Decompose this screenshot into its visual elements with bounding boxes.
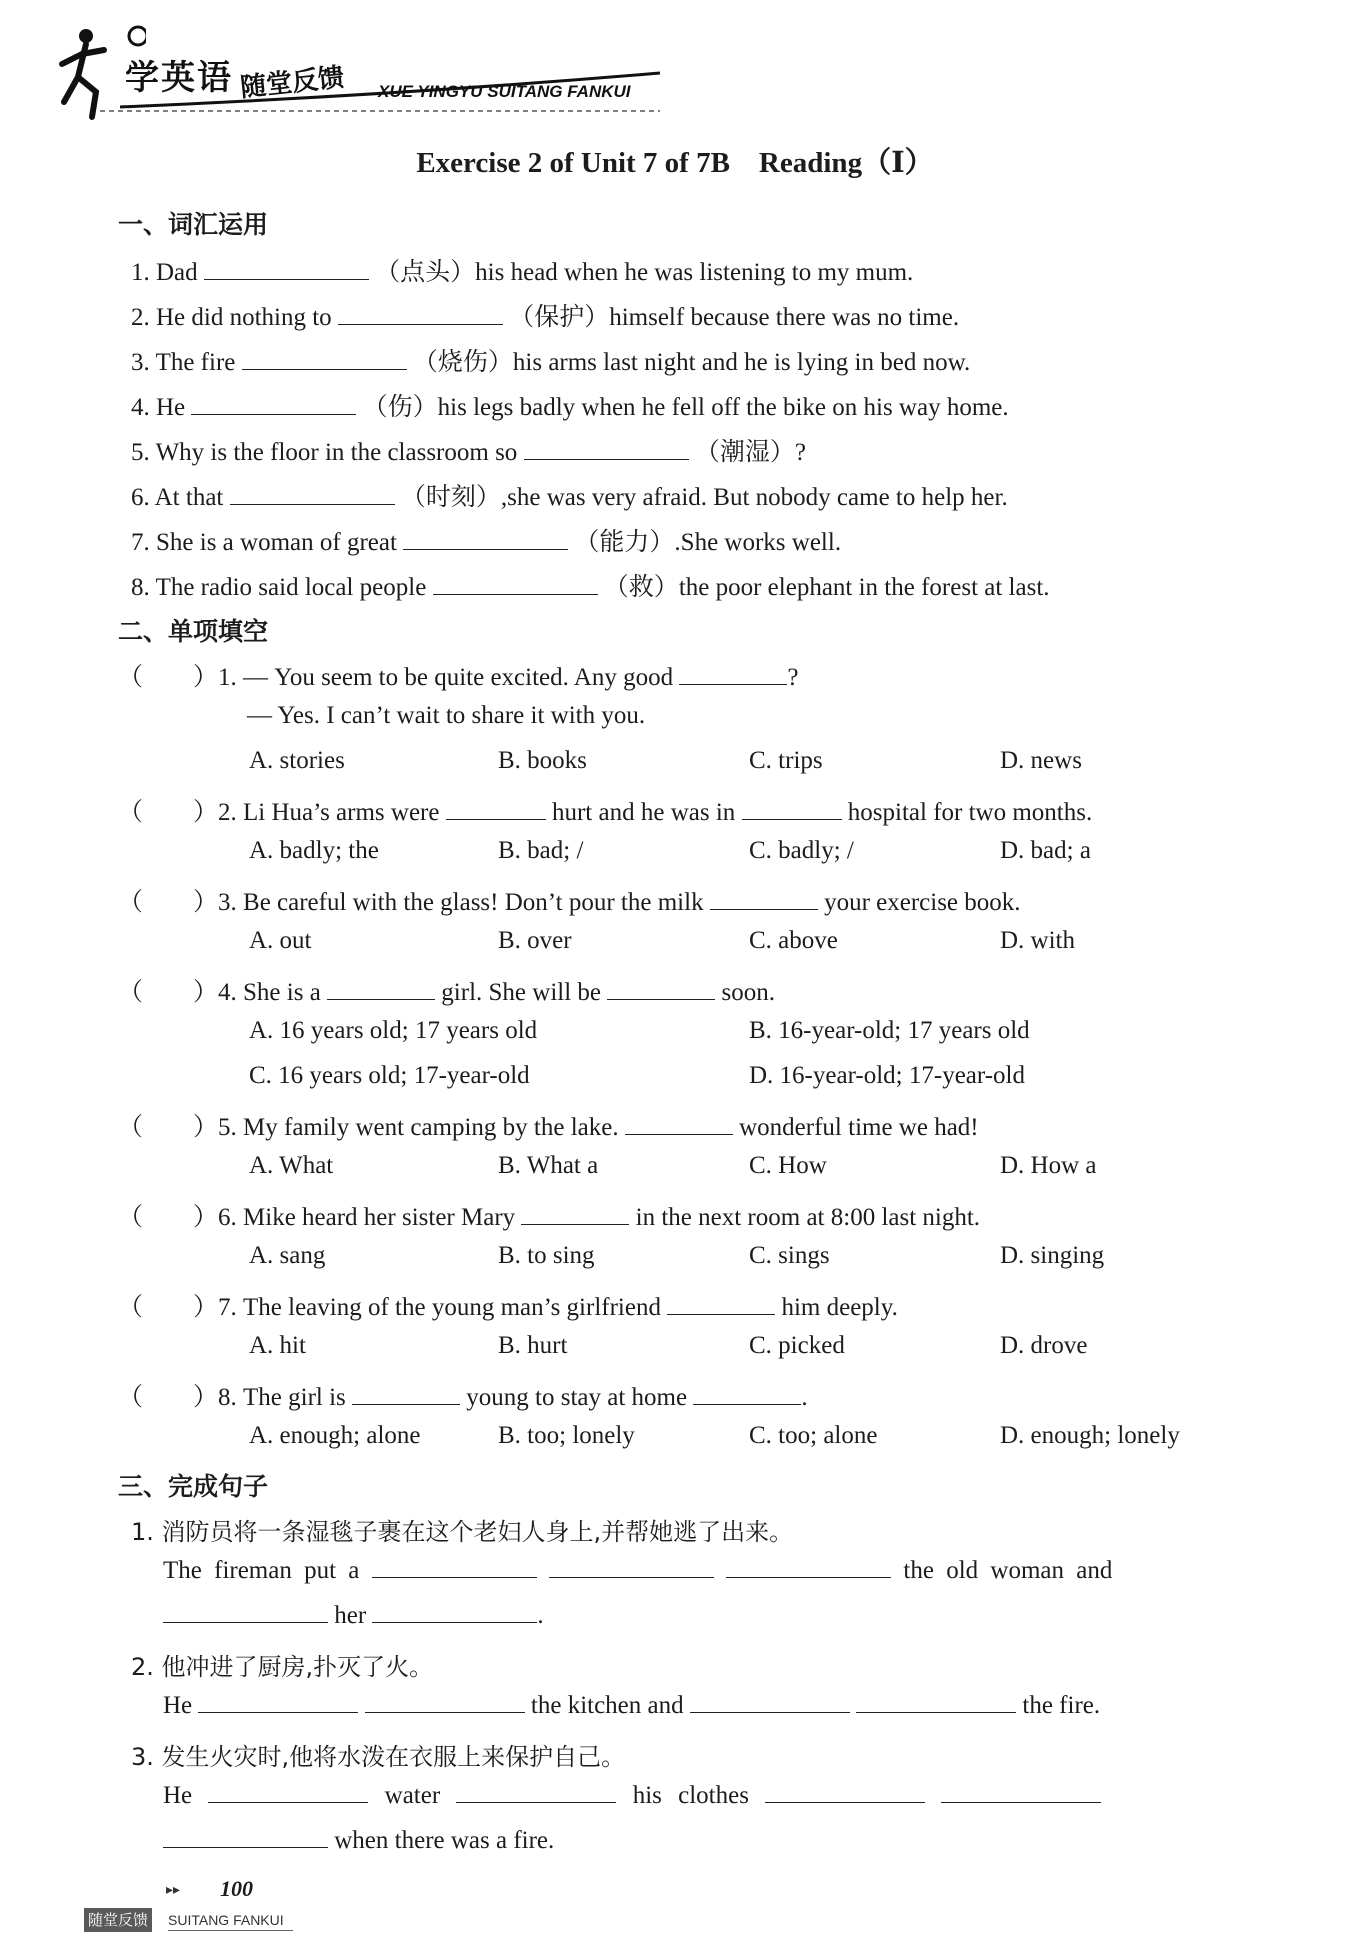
section3-heading: 三、完成句子 <box>118 1472 269 1501</box>
mcq-question-8: （ ）8. The girl is young to stay at home . <box>118 1384 808 1411</box>
mcq-question-5: （ ）5. My family went camping by the lake. wonderful time we had! <box>118 1114 979 1141</box>
option-c[interactable]: C. picked <box>749 1332 845 1359</box>
answer-blank[interactable] <box>726 1559 891 1578</box>
answer-blank[interactable] <box>446 801 546 820</box>
page-number: 100 <box>220 1876 253 1901</box>
vocab-item-3: 3. The fire （烧伤）his arms last night and he is lying in bed now. <box>131 349 971 376</box>
answer-blank[interactable] <box>693 1386 801 1405</box>
vocab-item-6: 6. At that （时刻）,she was very afraid. But nobody came to help her. <box>131 484 1008 511</box>
option-d[interactable]: D. drove <box>1000 1332 1088 1359</box>
answer-blank[interactable] <box>327 981 435 1000</box>
option-b[interactable]: B. bad; / <box>498 837 584 864</box>
option-c[interactable]: C. badly; / <box>749 837 854 864</box>
answer-blank[interactable] <box>433 576 598 595</box>
answer-paren[interactable]: （ ） <box>118 1384 219 1411</box>
answer-blank[interactable] <box>742 801 842 820</box>
answer-blank[interactable] <box>204 261 369 280</box>
sentence-1-en: The fireman put a the old woman and <box>163 1557 1113 1584</box>
answer-blank[interactable] <box>625 1116 733 1135</box>
answer-blank[interactable] <box>765 1784 925 1803</box>
mcq-question-3: （ ）3. Be careful with the glass! Don’t pour the milk your exercise book. <box>118 889 1021 916</box>
footer-arrows: ▸▸ <box>166 1883 181 1898</box>
option-d[interactable]: D. news <box>1000 747 1082 774</box>
answer-blank[interactable] <box>403 531 568 550</box>
option-b[interactable]: B. hurt <box>498 1332 568 1359</box>
vocab-item-1: 1. Dad （点头）his head when he was listening to my mum. <box>131 259 914 286</box>
sentence-3-en-line2: when there was a fire. <box>163 1827 554 1855</box>
option-b[interactable]: B. What a <box>498 1152 599 1179</box>
answer-blank[interactable] <box>191 396 356 415</box>
option-a[interactable]: A. hit <box>249 1332 306 1359</box>
sentence-2-cn: 2. 他冲进了厨房,扑灭了火。 <box>131 1653 434 1681</box>
answer-blank[interactable] <box>941 1784 1101 1803</box>
answer-paren[interactable]: （ ） <box>118 1204 219 1231</box>
answer-blank[interactable] <box>242 351 407 370</box>
answer-paren[interactable]: （ ） <box>118 889 219 916</box>
answer-blank[interactable] <box>372 1559 537 1578</box>
option-c[interactable]: C. trips <box>749 747 823 774</box>
option-a[interactable]: A. enough; alone <box>249 1422 421 1449</box>
answer-paren[interactable]: （ ） <box>118 979 219 1006</box>
answer-blank[interactable] <box>230 486 395 505</box>
option-d[interactable]: D. enough; lonely <box>1000 1422 1180 1449</box>
option-a[interactable]: A. sang <box>249 1242 326 1269</box>
answer-blank[interactable] <box>524 441 689 460</box>
option-b[interactable]: B. books <box>498 747 587 774</box>
answer-blank[interactable] <box>372 1604 537 1623</box>
option-a[interactable]: A. 16 years old; 17 years old <box>249 1017 538 1044</box>
header-cn-script: 随堂反馈 <box>238 62 346 104</box>
option-d[interactable]: D. bad; a <box>1000 837 1091 864</box>
answer-blank[interactable] <box>521 1206 629 1225</box>
option-c[interactable]: C. How <box>749 1152 827 1179</box>
option-b[interactable]: B. too; lonely <box>498 1422 635 1449</box>
vocab-item-7: 7. She is a woman of great （能力）.She works well. <box>131 529 842 556</box>
answer-blank[interactable] <box>710 891 818 910</box>
answer-blank[interactable] <box>679 666 787 685</box>
mcq-question-6: （ ）6. Mike heard her sister Mary in the next room at 8:00 last night. <box>118 1204 981 1231</box>
answer-paren[interactable]: （ ） <box>118 799 219 826</box>
answer-blank[interactable] <box>607 981 715 1000</box>
mcq-question-1-line2: — Yes. I can’t wait to share it with you. <box>247 702 646 729</box>
sentence-1-en-line2: her . <box>163 1602 544 1630</box>
answer-blank[interactable] <box>667 1296 775 1315</box>
answer-blank[interactable] <box>456 1784 616 1803</box>
mcq-question-2: （ ）2. Li Hua’s arms were hurt and he was in hospital for two months. <box>118 799 1093 826</box>
option-a[interactable]: A. out <box>249 927 312 954</box>
answer-blank[interactable] <box>163 1604 328 1623</box>
option-c[interactable]: C. sings <box>749 1242 830 1269</box>
option-b[interactable]: B. to sing <box>498 1242 595 1269</box>
option-d[interactable]: D. 16-year-old; 17-year-old <box>749 1062 1025 1089</box>
vocab-item-5: 5. Why is the floor in the classroom so （潮湿）? <box>131 439 806 466</box>
vocab-item-8: 8. The radio said local people （救）the poor elephant in the forest at last. <box>131 574 1050 601</box>
answer-blank[interactable] <box>352 1386 460 1405</box>
option-d[interactable]: D. How a <box>1000 1152 1097 1179</box>
vocab-item-2: 2. He did nothing to （保护）himself because there was no time. <box>131 304 960 331</box>
option-a[interactable]: A. badly; the <box>249 837 379 864</box>
mcq-question-4: （ ）4. She is a girl. She will be soon. <box>118 979 775 1006</box>
answer-blank[interactable] <box>338 306 503 325</box>
header-cn-title: 学英语 <box>125 58 233 98</box>
header-pinyin: XUE YINGYU SUITANG FANKUI <box>378 82 631 101</box>
vocab-item-4: 4. He （伤）his legs badly when he fell off the bike on his way home. <box>131 394 1009 421</box>
answer-blank[interactable] <box>208 1784 368 1803</box>
option-b[interactable]: B. over <box>498 927 572 954</box>
answer-blank[interactable] <box>365 1694 525 1713</box>
option-c[interactable]: C. too; alone <box>749 1422 878 1449</box>
option-c[interactable]: C. 16 years old; 17-year-old <box>249 1062 530 1089</box>
section1-heading: 一、词汇运用 <box>118 210 269 239</box>
page-title: Exercise 2 of Unit 7 of 7B Reading（Ⅰ） <box>416 147 934 179</box>
sentence-1-cn: 1. 消防员将一条湿毯子裹在这个老妇人身上,并帮她逃了出来。 <box>131 1518 794 1546</box>
option-d[interactable]: D. singing <box>1000 1242 1105 1269</box>
answer-blank[interactable] <box>198 1694 358 1713</box>
option-c[interactable]: C. above <box>749 927 838 954</box>
answer-blank[interactable] <box>690 1694 850 1713</box>
footer-rule <box>168 1930 293 1931</box>
mcq-question-7: （ ）7. The leaving of the young man’s girlfriend him deeply. <box>118 1294 898 1321</box>
option-b[interactable]: B. 16-year-old; 17 years old <box>749 1017 1030 1044</box>
answer-blank[interactable] <box>163 1829 328 1848</box>
answer-blank[interactable] <box>549 1559 714 1578</box>
sentence-3-cn: 3. 发生火灾时,他将水泼在衣服上来保护自己。 <box>131 1743 626 1771</box>
footer-tag <box>84 1908 152 1932</box>
footer-tag-en: SUITANG FANKUI <box>168 1912 284 1928</box>
footer-tag-cn: 随堂反馈 <box>88 1911 149 1929</box>
header-swoosh <box>100 55 680 115</box>
option-a[interactable]: A. What <box>249 1152 334 1179</box>
section2-heading: 二、单项填空 <box>118 617 269 646</box>
answer-blank[interactable] <box>856 1694 1016 1713</box>
option-a[interactable]: A. stories <box>249 747 345 774</box>
mcq-question-1: （ ）1. — You seem to be quite excited. Any good ? <box>118 664 799 691</box>
option-d[interactable]: D. with <box>1000 927 1075 954</box>
answer-paren[interactable]: （ ） <box>118 1294 219 1321</box>
sentence-3-en: He water his clothes <box>163 1782 1101 1810</box>
answer-paren[interactable]: （ ） <box>118 1114 219 1141</box>
sentence-2-en: He the kitchen and the fire. <box>163 1692 1101 1719</box>
answer-paren[interactable]: （ ） <box>118 664 219 691</box>
